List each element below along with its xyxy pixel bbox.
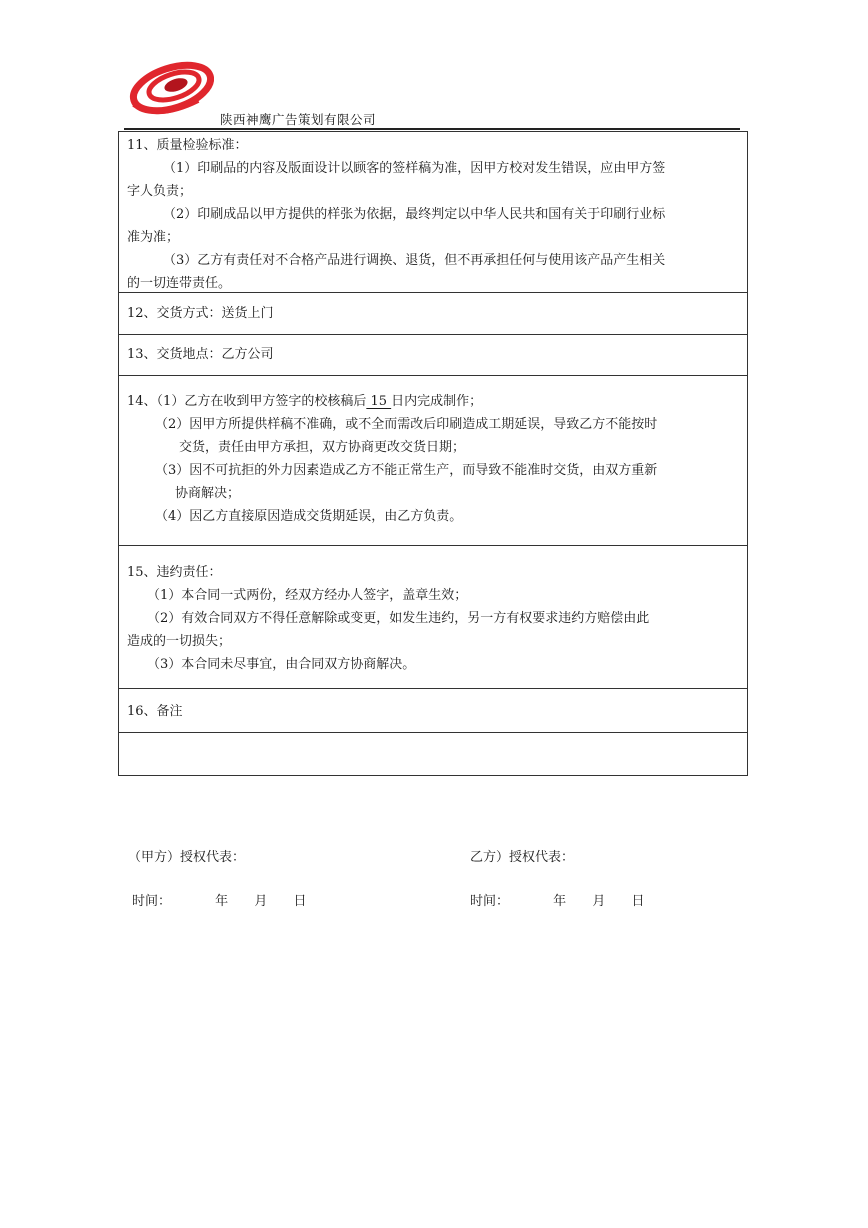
clause-text: 字人负责； xyxy=(127,184,193,199)
clause-text: 协商解决； xyxy=(175,486,241,501)
party-a-representative-label: （甲方）授权代表： xyxy=(128,850,246,865)
section-title: 13、交货地点：乙方公司 xyxy=(127,347,274,362)
year-label: 年 xyxy=(215,894,229,909)
clause-text: （1）印刷品的内容及版面设计以顾客的签样稿为准，因甲方校对发生错误，应由甲方签 xyxy=(163,161,666,176)
clause-text: （1）本合同一式两份，经双方经办人签字，盖章生效； xyxy=(147,588,468,603)
company-logo-icon xyxy=(128,60,214,120)
clause-text-pre: 14、（1）乙方在收到甲方签字的校核稿后 xyxy=(127,394,367,409)
section-title: 11、质量检验标准： xyxy=(127,138,248,153)
time-label: 时间： xyxy=(470,894,510,909)
clause-text: （3）乙方有责任对不合格产品进行调换、退货，但不再承担任何与使用该产品产生相关 xyxy=(163,253,666,268)
clause-text: （3）本合同未尽事宜，由合同双方协商解决。 xyxy=(147,657,416,672)
clause-text: 造成的一切损失； xyxy=(127,634,232,649)
day-label: 日 xyxy=(631,894,645,909)
clause-text: （3）因不可抗拒的外力因素造成乙方不能正常生产，而导致不能准时交货，由双方重新 xyxy=(155,463,658,478)
year-label: 年 xyxy=(553,894,567,909)
section-title: 16、备注 xyxy=(127,704,183,719)
section-title: 15、违约责任： xyxy=(127,565,222,580)
time-label: 时间： xyxy=(132,894,172,909)
day-label: 日 xyxy=(293,894,307,909)
remarks-content-cell xyxy=(119,733,747,775)
clause-text xyxy=(127,390,739,413)
clause-text-post: 日内完成制作； xyxy=(391,394,483,409)
delivery-days: 15 xyxy=(366,394,392,409)
party-b-representative-label: 乙方）授权代表： xyxy=(470,850,575,865)
clause-text: （2）印刷成品以甲方提供的样张为依据，最终判定以中华人民共和国有关于印刷行业标 xyxy=(163,207,666,222)
header-divider xyxy=(124,128,740,130)
section-11-quality-standard xyxy=(119,132,747,293)
clause-text: 交货，责任由甲方承担，双方协商更改交货日期； xyxy=(179,440,466,455)
section-title: 12、交货方式：送货上门 xyxy=(127,306,274,321)
company-name: 陕西神鹰广告策划有限公司 xyxy=(220,112,377,127)
section-16-remarks xyxy=(119,689,747,733)
month-label: 月 xyxy=(254,894,268,909)
month-label: 月 xyxy=(592,894,606,909)
party-b-date xyxy=(470,890,644,909)
clause-text: （2）有效合同双方不得任意解除或变更，如发生违约，另一方有权要求违约方赔偿由此 xyxy=(147,611,650,626)
contract-table xyxy=(118,131,748,776)
section-13-delivery-location xyxy=(119,335,747,376)
clause-text: 的一切连带责任。 xyxy=(127,276,232,291)
clause-text: （2）因甲方所提供样稿不准确，或不全而需改后印刷造成工期延误，导致乙方不能按时 xyxy=(155,417,658,432)
section-14-delivery-terms xyxy=(119,376,747,546)
section-15-liability xyxy=(119,546,747,689)
section-12-delivery-method xyxy=(119,293,747,335)
party-a-date xyxy=(132,890,306,909)
clause-text: 准为准； xyxy=(127,230,180,245)
clause-text: （4）因乙方直接原因造成交货期延误，由乙方负责。 xyxy=(155,509,463,524)
